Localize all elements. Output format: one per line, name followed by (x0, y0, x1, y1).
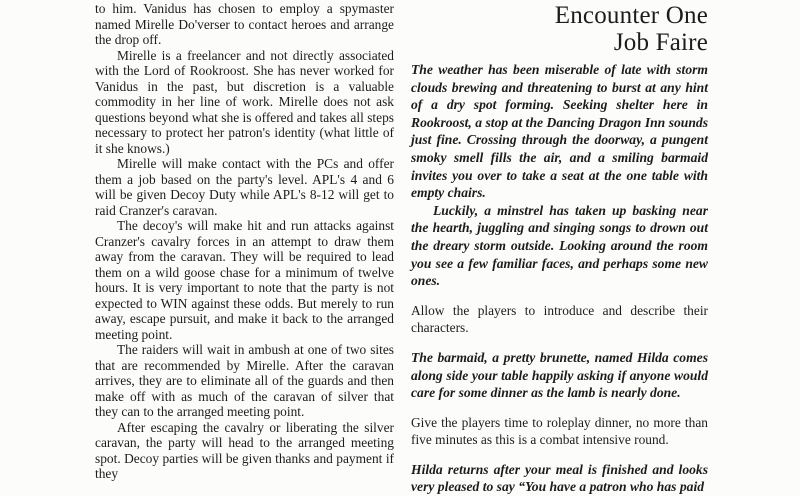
right-column-body (411, 61, 708, 496)
read-aloud-paragraph: Hilda returns after your meal is finished and looks very pleased to say “You have a patron who has paid (411, 461, 708, 495)
read-aloud-paragraph: The barmaid, a pretty brunette, named Hilda comes along side your table happily asking if anyone would care for some dinner as the lamb is nearly done. (411, 349, 708, 401)
body-paragraph: Mirelle is a freelancer and not directly associated with the Lord of Rookroost. She has never worked for Vanidus in the past, but discretion is a valuable commodity in her line of work. Mirelle does not ask questions beyond what she is offered and takes all steps necessary to protect her patron's identity (what little of it she knows.) (95, 47, 394, 156)
read-aloud-paragraph: Luckily, a minstrel has taken up basking near the hearth, juggling and singing songs to drown out the dreary storm outside. Looking around the room you see a few familiar faces, and perhaps some new ones. (411, 202, 708, 289)
body-paragraph: The decoy's will make hit and run attacks against Cranzer's cavalry forces in an attempt to draw them away from the caravan. They will be required to lead them on a wild goose chase for a minimum of twelve hours. It is very important to note that the party is not expected to WIN against these odds. But merely to run away, escape pursuit, and make it back to the arranged meeting point. (95, 218, 394, 342)
body-paragraph: to him. Vanidus has chosen to employ a spymaster named Mirelle Do'verser to contact heroes and arrange the drop off. (95, 1, 394, 47)
left-column (95, 0, 394, 482)
encounter-heading (411, 0, 708, 56)
body-paragraph: Mirelle will make contact with the PCs and offer them a job based on the party's level. APL's 4 and 6 will be given Decoy Duty while APL's 8-12 will get to raid Cranzer's caravan. (95, 156, 394, 218)
body-paragraph: Allow the players to introduce and describe their characters. (411, 302, 708, 336)
right-column (411, 0, 708, 496)
encounter-heading-line-2: Job Faire (613, 29, 708, 56)
read-aloud-paragraph: The weather has been miserable of late with storm clouds brewing and threatening to burst at any hint of a dry spot forming. Seeking shelter here in Rookroost, a stop at the Dancing Dragon Inn sounds just fine. Crossing through the doorway, a pungent smoky smell fills the air, and a smiling barmaid invites you over to take a seat at the one table with empty chairs. (411, 62, 708, 201)
encounter-heading-line-1: Encounter One (554, 2, 708, 29)
body-paragraph: After escaping the cavalry or liberating the silver caravan, the party will head to the arranged meeting spot. Decoy parties will be given thanks and payment if they (95, 419, 394, 481)
body-paragraph: The raiders will wait in ambush at one of two sites that are recommended by Mirelle. After the caravan arrives, they are to eliminate all of the guards and then make off with as much of the caravan of silver that they can to the arranged meeting point. (95, 342, 394, 419)
body-paragraph: Give the players time to roleplay dinner, no more than five minutes as this is a combat intensive round. (411, 414, 708, 448)
